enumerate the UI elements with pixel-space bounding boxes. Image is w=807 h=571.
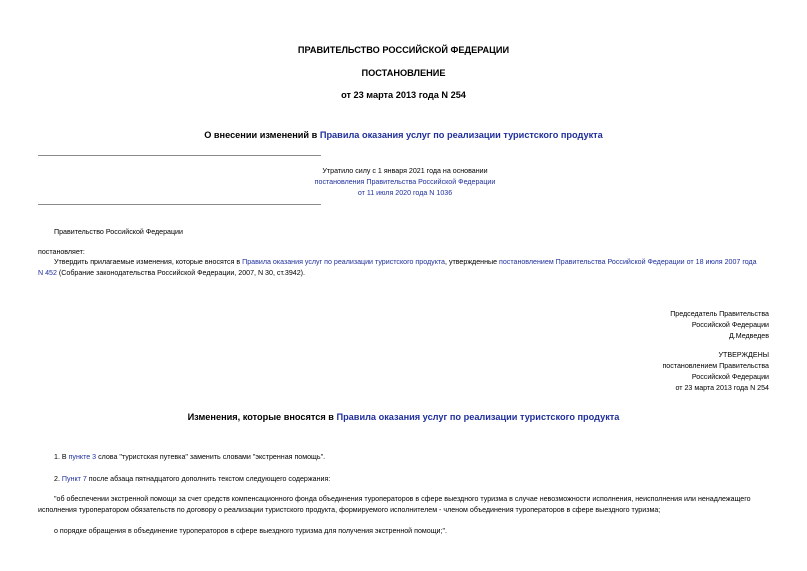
p1-text-b: , утвержденные (445, 258, 499, 266)
paragraph-1 (38, 257, 770, 279)
title-prefix: О внесении изменений в (204, 130, 320, 140)
signature-org: Российской Федерации (691, 321, 769, 329)
changes-title-rules-link[interactable]: Правила оказания услуг по реализации туристского продукта (336, 412, 620, 422)
change-item-1 (54, 452, 325, 463)
document-date-number: от 23 марта 2013 года N 254 (341, 90, 466, 100)
changes-title-prefix: Изменения, которые вносятся в (187, 412, 337, 422)
status-block (300, 166, 510, 199)
p1-decree-link[interactable]: постановлением Правительства Российской Федерации от 18 июля 2007 года (499, 258, 757, 266)
item1-text-b: слова "туристская путевка" заменить словами "экстренная помощь". (96, 453, 326, 461)
change-item-2 (54, 474, 330, 485)
p1-rules-link[interactable]: Правила оказания услуг по реализации туристского продукта (242, 258, 445, 266)
status-line: Утратило силу с 1 января 2021 года на основании (322, 167, 488, 175)
p1-decree-number-link[interactable]: N 452 (38, 269, 57, 277)
government-heading: ПРАВИТЕЛЬСТВО РОССИЙСКОЙ ФЕДЕРАЦИИ (297, 45, 510, 55)
actor-text: Правительство Российской Федерации (54, 228, 183, 236)
quote1-line2: исполнения туроператором обязательств по договору о реализации туристского продукта, формируемого исполнителем - членом объединения туроператоров в сфере выездного туризма; (38, 506, 661, 514)
approved-block (662, 350, 769, 394)
item2-point-link[interactable]: Пункт 7 (61, 475, 87, 483)
item2-text-b: после абзаца пятнадцатого дополнить текстом следующего содержания: (86, 475, 331, 483)
document-title (0, 130, 807, 140)
title-rules-link[interactable]: Правила оказания услуг по реализации туристского продукта (319, 130, 603, 140)
item1-point-link[interactable]: пункте 3 (68, 453, 97, 461)
document-type-heading: ПОСТАНОВЛЕНИЕ (361, 68, 446, 78)
approved-org: Российской Федерации (691, 373, 769, 381)
signature-name: Д.Медведев (728, 332, 769, 340)
changes-title (0, 412, 807, 422)
approved-date: от 23 марта 2013 года N 254 (675, 384, 769, 392)
signature-block (670, 309, 769, 342)
item2-text-a: 2. (54, 475, 62, 483)
status-decree-date-link[interactable]: от 11 июля 2020 года N 1036 (357, 189, 453, 197)
approved-label: УТВЕРЖДЕНЫ (718, 351, 769, 359)
approved-decree: постановлением Правительства (662, 362, 769, 370)
status-top-divider (38, 155, 321, 156)
quote-paragraph-1 (38, 494, 778, 516)
quote-paragraph-2: о порядке обращения в объединение туроператоров в сфере выездного туризма для получения экстренной помощи;". (54, 527, 447, 535)
status-decree-link[interactable]: постановления Правительства Российской Федерации (314, 178, 496, 186)
p1-text-a: Утвердить прилагаемые изменения, которые вносятся в (54, 258, 243, 266)
status-bottom-divider (38, 204, 321, 205)
quote1-line1: "об обеспечении экстренной помощи за счет средств компенсационного фонда объединения туроператоров в сфере выездного туризма в случае невозможности исполнения, неисполнения или ненадлежащего (54, 495, 751, 503)
decides-text: постановляет: (38, 248, 85, 256)
p1-text-c: (Собрание законодательства Российской Федерации, 2007, N 30, ст.3942). (56, 269, 305, 277)
signature-position: Председатель Правительства (670, 310, 769, 318)
item1-text-a: 1. В (54, 453, 69, 461)
